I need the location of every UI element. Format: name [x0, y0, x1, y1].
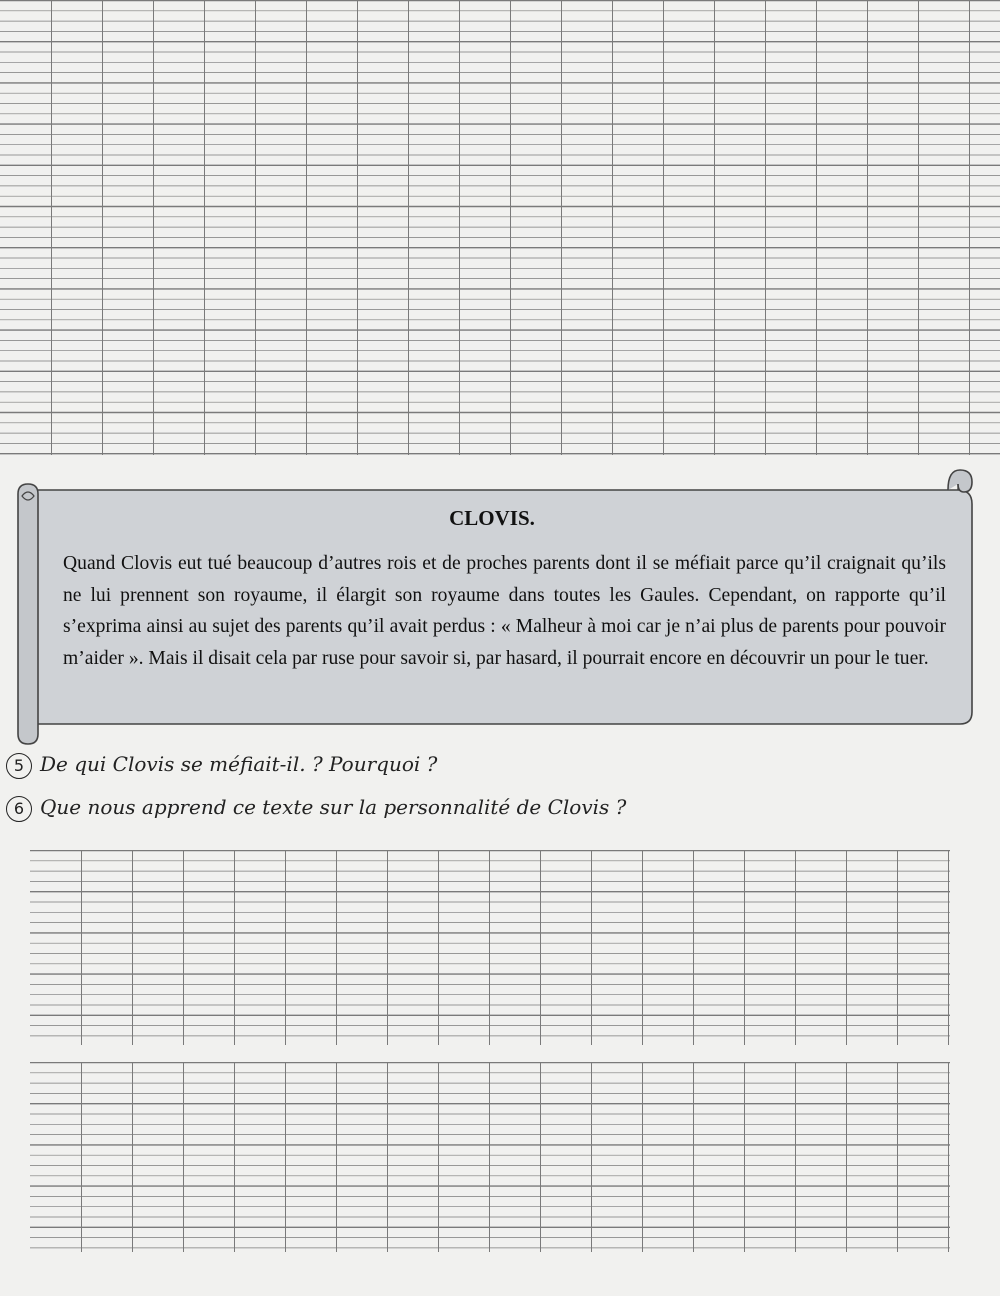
ruled-grid-bottom [30, 1062, 950, 1252]
question-text: De qui Clovis se méfiait-il. ? Pourquoi ? [40, 752, 438, 776]
scroll-text: Quand Clovis eut tué beaucoup d’autres rois et de proches parents dont il se méfiait parce qu’il craignait qu’ils ne lui prennent son royaume, il élargit son royaume dans toutes les Gaules. Cependant, on rapporte qu’il s’exprima ainsi au sujet des parents qu’il avait perdus : « Malheur à moi car je n’ai plus de parents pour pouvoir m’aider ». Mais il disait cela par ruse pour savoir si, par hasard, il pourrait encore en découvrir un pour le tuer. [63, 553, 946, 669]
text-scroll-panel [8, 462, 976, 752]
question-6 [6, 795, 626, 822]
question-5 [6, 752, 437, 779]
ruled-grid-middle [30, 850, 950, 1045]
question-text: Que nous apprend ce texte sur la personnalité de Clovis ? [40, 795, 627, 819]
ruled-grid-top [0, 0, 1000, 455]
scroll-title: CLOVIS. [449, 506, 535, 530]
question-number: 6 [6, 796, 32, 822]
question-number: 5 [6, 753, 32, 779]
